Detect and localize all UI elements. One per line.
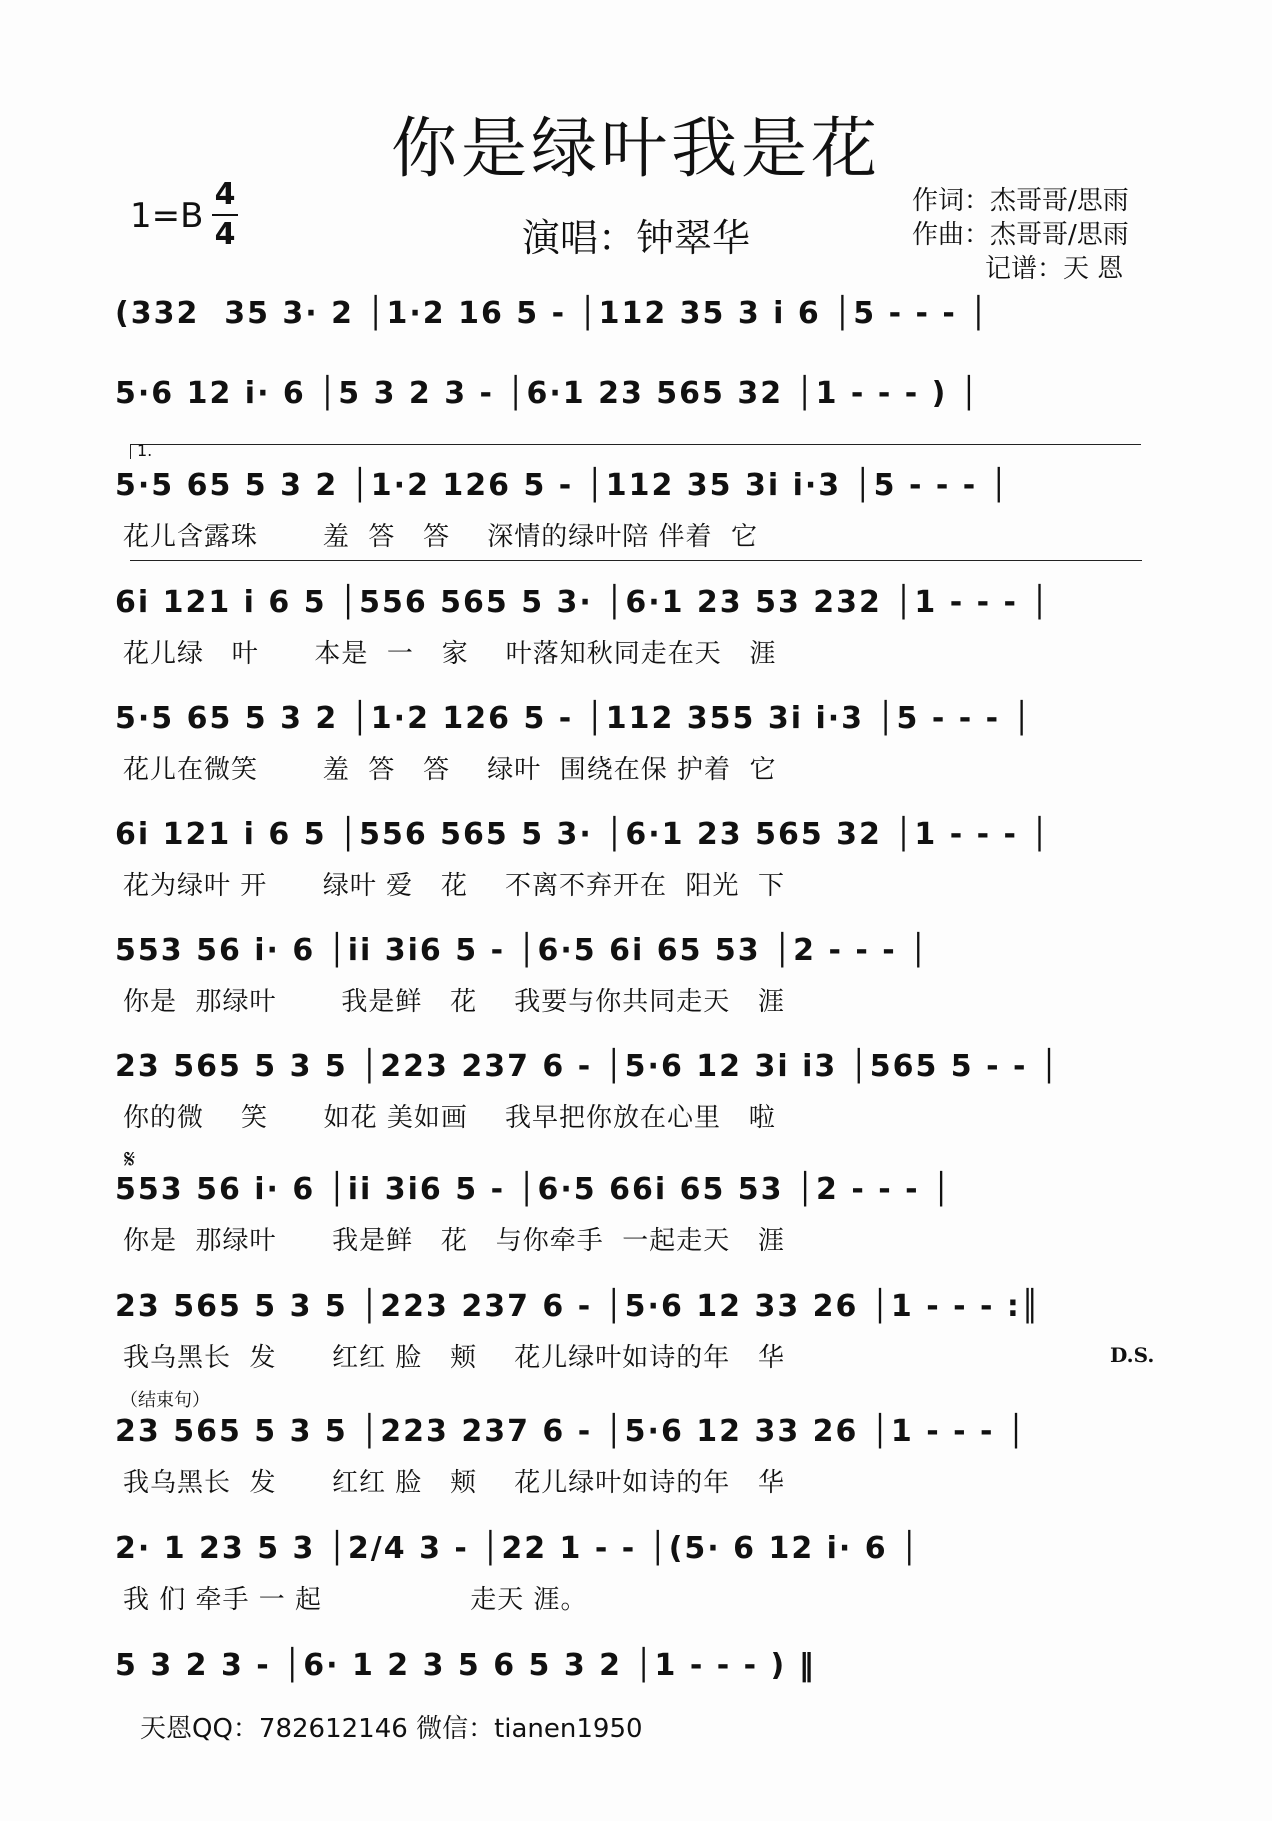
ds-marking: D.S. (1110, 1343, 1155, 1367)
lyrics-line: 花儿绿 叶 本是 一 家 叶落知秋同走在天 涯 (123, 639, 777, 669)
notes-line: 23 565 5 3 5 │223 237 6 - │5·6 12 33 26 │1 - - - │ (115, 1414, 1027, 1449)
transcriber-credit: 记谱：天 恩 (985, 254, 1124, 284)
composer-credit: 作曲：杰哥哥/思雨 (912, 220, 1129, 250)
first-ending-bracket (130, 441, 1141, 460)
notes-line: 23 565 5 3 5 │223 237 6 - │5·6 12 33 26 │1 - - - :║ (115, 1289, 1041, 1324)
time-signature-bottom: 4 (214, 217, 236, 252)
key-signature: 1=B (130, 196, 204, 236)
notes-line: 2· 1 23 5 3 │2/4 3 - │22 1 - - │(5· 6 12 i· 6 │ (115, 1531, 921, 1566)
lyrics-line: 你是 那绿叶 我是鲜 花 我要与你共同走天 涯 (123, 987, 786, 1017)
song-title: 你是绿叶我是花 (391, 110, 881, 187)
volta-label: 1. (137, 441, 153, 460)
lyrics-line: 你的微 笑 如花 美如画 我早把你放在心里 啦 (123, 1103, 776, 1133)
notes-line: 553 56 i· 6 │ii 3i6 5 - │6·5 66i 65 53 │2 - - - │ (115, 1172, 953, 1207)
singer-credit: 演唱：钟翠华 (521, 216, 750, 260)
segno-sign: 𝄋 (124, 1145, 136, 1175)
first-ending-line (130, 560, 1142, 561)
lyrics-line: 我乌黑长 发 红红 脸 颊 花儿绿叶如诗的年 华 (123, 1468, 786, 1498)
notes-line: 5 3 2 3 - │6· 1 2 3 5 6 5 3 2 │1 - - - ) ‖ (115, 1648, 816, 1683)
lyrics-line: 我乌黑长 发 红红 脸 颊 花儿绿叶如诗的年 华 (123, 1343, 786, 1373)
contact-footer: 天恩QQ：782612146 微信：tianen1950 (140, 1714, 643, 1744)
lyrics-line: 花儿在微笑 羞 答 答 绿叶 围绕在保 护着 它 (123, 755, 777, 785)
notes-line: 6i 121 i 6 5 │556 565 5 3· │6·1 23 565 32 │1 - - - │ (115, 817, 1051, 852)
notes-line: 23 565 5 3 5 │223 237 6 - │5·6 12 3i i3 │565 5 - - │ (115, 1049, 1060, 1084)
notes-line: 6i 121 i 6 5 │556 565 5 3· │6·1 23 53 232 │1 - - - │ (115, 585, 1051, 620)
lyrics-line: 你是 那绿叶 我是鲜 花 与你牵手 一起走天 涯 (123, 1226, 786, 1256)
notes-line: 5·5 65 5 3 2 │1·2 126 5 - │112 355 3i i·3 │5 - - - │ (115, 701, 1033, 736)
notes-line: (332 35 3· 2 │1·2 16 5 - │112 35 3 i 6 │5 - - - │ (115, 296, 990, 331)
notes-line: 553 56 i· 6 │ii 3i6 5 - │6·5 6i 65 53 │2 - - - │ (115, 933, 930, 968)
lyrics-line: 花为绿叶 开 绿叶 爱 花 不离不弃开在 阳光 下 (123, 871, 786, 901)
lyrics-line: 花儿含露珠 羞 答 答 深情的绿叶陪 伴着 它 (123, 522, 759, 552)
lyricist-credit: 作词：杰哥哥/思雨 (912, 186, 1129, 216)
notes-line: 5·6 12 i· 6 │5 3 2 3 - │6·1 23 565 32 │1 - - - ) │ (115, 376, 980, 411)
time-signature-top: 4 (214, 177, 236, 212)
ending-phrase-label: （结束句） (120, 1390, 210, 1411)
lyrics-line: 我 们 牵手 一 起 走天 涯。 (123, 1585, 588, 1615)
notes-line: 5·5 65 5 3 2 │1·2 126 5 - │112 35 3i i·3 │5 - - - │ (115, 468, 1010, 503)
